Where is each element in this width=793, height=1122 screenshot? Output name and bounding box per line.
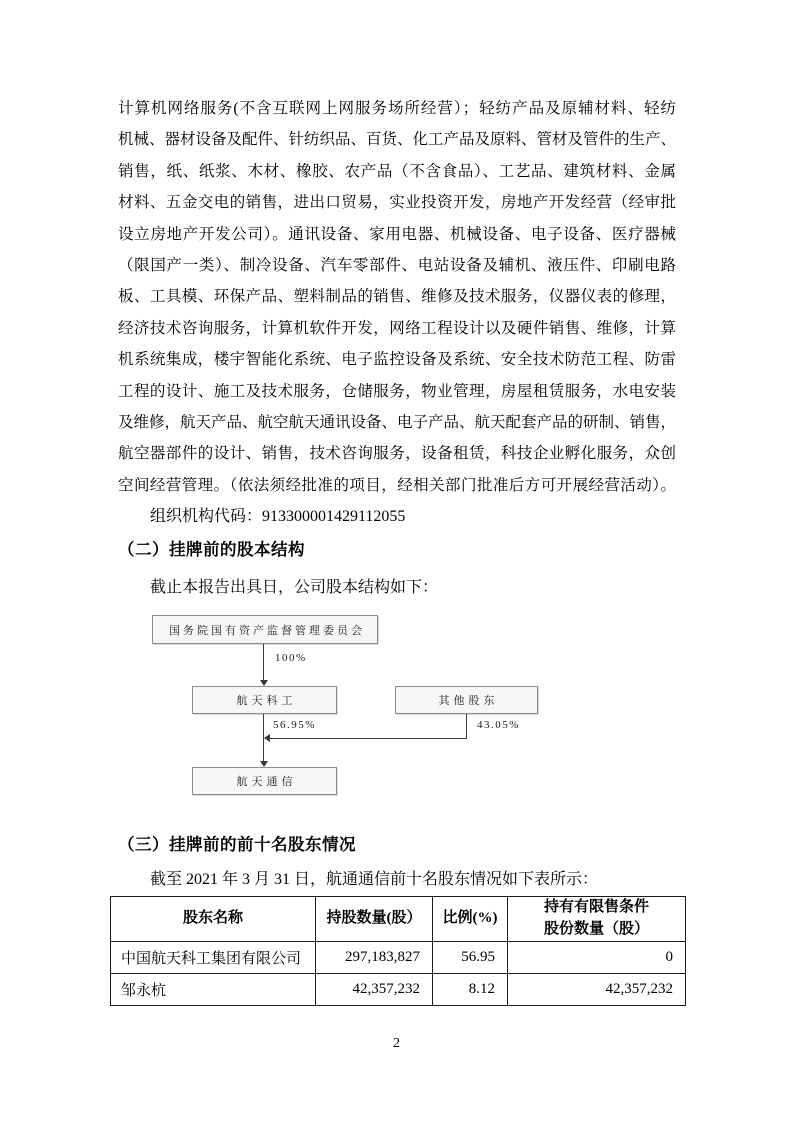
shares-held-cell: 42,357,232	[316, 973, 433, 1005]
shares-held-cell: 297,183,827	[316, 941, 433, 973]
column-header-restricted-shares	[508, 897, 686, 942]
paragraph-line: 工程的设计、施工及技术服务，仓储服务，物业管理，房屋租赁服务，水电安装	[118, 382, 676, 400]
ownership-percent-label: 43.05%	[477, 719, 520, 731]
paragraph-line: 材料、五金交电的销售，进出口贸易，实业投资开发，房地产开发经营（经审批	[118, 194, 676, 212]
paragraph-line: 设立房地产开发公司）。通讯设备、家用电器、机械设备、电子设备、医疗器械	[118, 225, 676, 243]
diagram-box-aerospace-communications: 航天通信	[192, 767, 337, 795]
ownership-percent-label: 100%	[275, 652, 307, 664]
business-scope-paragraph	[118, 93, 676, 501]
table-row	[111, 973, 686, 1005]
table-row	[111, 941, 686, 973]
paragraph-line: 销售，纸、纸浆、木材、橡胶、农产品（不含食品）、工艺品、建筑材料、金属	[118, 162, 676, 180]
paragraph-line: 经济技术咨询服务，计算机软件开发，网络工程设计以及硬件销售、维修，计算	[118, 319, 676, 337]
table-header-row	[111, 897, 686, 942]
ownership-structure-diagram	[110, 612, 693, 807]
restricted-shares-cell: 0	[508, 941, 686, 973]
column-header-percentage: 比例(%)	[433, 897, 508, 942]
paragraph-line: 板、工具模、环保产品、塑料制品的销售、维修及技术服务，仪器仪表的修理，	[118, 288, 676, 306]
column-header-restricted-line1: 持有有限售条件	[543, 899, 649, 915]
top-shareholders-intro: 截至 2021 年 3 月 31 日，航通通信前十名股东情况如下表所示：	[150, 871, 599, 888]
percentage-cell: 8.12	[433, 973, 508, 1005]
column-header-shares-held: 持股数量(股）	[316, 897, 433, 942]
column-header-shareholder-name: 股东名称	[111, 897, 316, 942]
organization-code-line: 组织机构代码：913300001429112055	[150, 508, 406, 525]
connector-line-horizontal	[268, 738, 467, 739]
ownership-percent-label: 56.95%	[273, 719, 316, 731]
page-number: 2	[393, 1036, 400, 1051]
shareholders-table	[110, 896, 686, 1006]
section-heading-top-shareholders: （三）挂牌前的前十名股东情况	[118, 835, 356, 854]
paragraph-line: 机械、器材设备及配件、针纺织品、百货、化工产品及原料、管材及管件的生产、	[118, 131, 677, 149]
connector-line-vertical	[263, 644, 264, 681]
restricted-shares-cell: 42,357,232	[508, 973, 686, 1005]
arrow-left-icon	[264, 734, 270, 742]
column-header-restricted-line2: 股份数量（股）	[543, 920, 649, 937]
paragraph-line: （限国产一类）、制冷设备、汽车零部件、电站设备及辅机、液压件、印刷电路	[118, 257, 676, 275]
diagram-box-other-shareholders: 其他股东	[395, 686, 538, 714]
diagram-box-casic: 航天科工	[192, 686, 337, 714]
percentage-cell: 56.95	[433, 941, 508, 973]
capital-structure-intro: 截止本报告出具日，公司股本结构如下：	[150, 579, 439, 596]
shareholder-name-cell: 中国航天科工集团有限公司	[111, 941, 316, 973]
paragraph-line: 及维修，航天产品、航空航天通讯设备、电子产品、航天配套产品的研制、销售，	[118, 414, 677, 432]
shareholder-name-cell: 邹永杭	[111, 973, 316, 1005]
connector-line-vertical	[466, 714, 467, 739]
paragraph-line: 计算机网络服务(不含互联网上网服务场所经营）；轻纺产品及原辅材料、轻纺	[118, 100, 676, 117]
paragraph-line: 航空器部件的设计、销售，技术咨询服务，设备租赁，科技企业孵化服务，众创	[118, 445, 676, 463]
diagram-box-sasac: 国务院国有资产监督管理委员会	[152, 615, 378, 644]
paragraph-line: 机系统集成，楼宇智能化系统、电子监控设备及系统、安全技术防范工程、防雷	[118, 351, 676, 369]
section-heading-capital-structure: （二）挂牌前的股本结构	[118, 540, 305, 559]
paragraph-line: 空间经营管理。（依法须经批准的项目，经相关部门批准后方可开展经营活动）。	[118, 476, 676, 494]
